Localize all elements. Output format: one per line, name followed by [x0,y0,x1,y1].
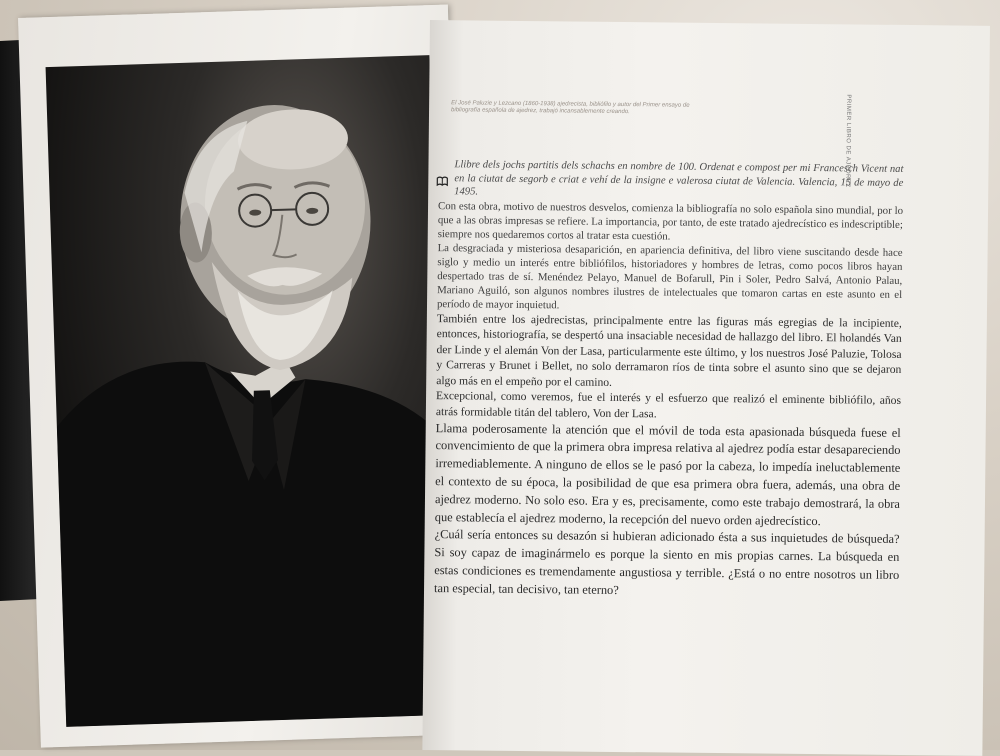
portrait-photo [46,55,451,727]
paragraph-6: ¿Cuál sería entonces su desazón si hubieran adicionado ésta a sus inquietudes de búsqueda? Si soy capaz de imaginármelo es porque la siento en mis propias carnes. La búsqueda en estas condiciones es tremendamente angustiosa y terrible. ¿Está o no entre nosotros un libro tan especial, tan decisivo, tan eterno? [434,527,900,603]
paragraph-2: La desgraciada y misteriosa desaparición, en apariencia definitiva, del libro viene suscitando desde hace siglo y medio un interés entre bibliófilos, historiadores y hombres de letras, como pocos libros hayan despertado tras de sí. Menéndez Pelayo, Manuel de Bofarull, Pin i Soler, Pedro Salvá, Antonio Palau, Mariano Aguiló, son algunos nombres ilustres de intelectuales que tomaron cartas en este asunto en el período de mayor inquietud. [437,241,903,316]
paragraph-5: Llama poderosamente la atención que el móvil de toda esta apasionada búsqueda fuese el convencimiento de que la primera obra impresa relativa al ajedrez podía estar desapareciendo irremediablemente. A ninguno de ellos se le pasó por la cabeza, lo impedía ineluctablemente el contexto de su época, la posibilidad de que esa primera obra fuera, además, una obra de ajedrez moderno. No solo eso. Era y es, precisamente, como este trabajo demostrará, la obra que establecía el ajedrez moderno, la recepción del nuevo orden ajedrecístico. [435,420,901,532]
running-header-vertical: PRIMER LIBRO DE AJEDREZ [844,94,851,187]
body-text [434,158,904,602]
photo-caption: El José Paluzie y Lezcano (1860-1938) ajedrecista, bibliófilo y autor del Primer ensayo de bibliografía española de ajedrez, trabajó incansablemente creando. [451,100,701,117]
paragraph-4: Excepcional, como veremos, fue el interés y el esfuerzo que realizó el eminente bibliófilo, años atrás formidable titán del tablero, Von der Lasa. [436,389,901,425]
paragraph-1: Con esta obra, motivo de nuestros desvelos, comienza la bibliografía no solo española sino mundial, por lo que a las obras impresas se refiere. La importancia, por tanto, de este tratado ajedrecístico es indescriptible; siempre nos quedaremos cortos al tratar esta cuestión. [438,199,903,246]
right-page [422,20,990,756]
left-page [18,4,471,747]
book-title-paragraph: Llibre dels jochs partitis dels schachs en nombre de 100. Ordenat e compost per mi Francesch Vicent nat en la ciutat de segorb e criat e vehí de la insigne e valerosa ciutat de Valencia. Valencia, 15 de mayo de 1495. [438,158,903,203]
portrait-figure [46,55,451,727]
paragraph-3: También entre los ajedrecistas, principalmente entre las figuras más egregias de la incipiente, entonces, historiografía, se despertó una insaciable necesidad de hallazgo del libro. El holandés Van der Linde y el alemán Von der Lasa, particularmente este último, y los nuestros José Paluzie, Tolosa y Carreras y Brunet i Bellet, no solo derramaron ríos de tinta sobre el asunto sino que se dejaron algo más en el empeño por el camino. [436,311,902,394]
